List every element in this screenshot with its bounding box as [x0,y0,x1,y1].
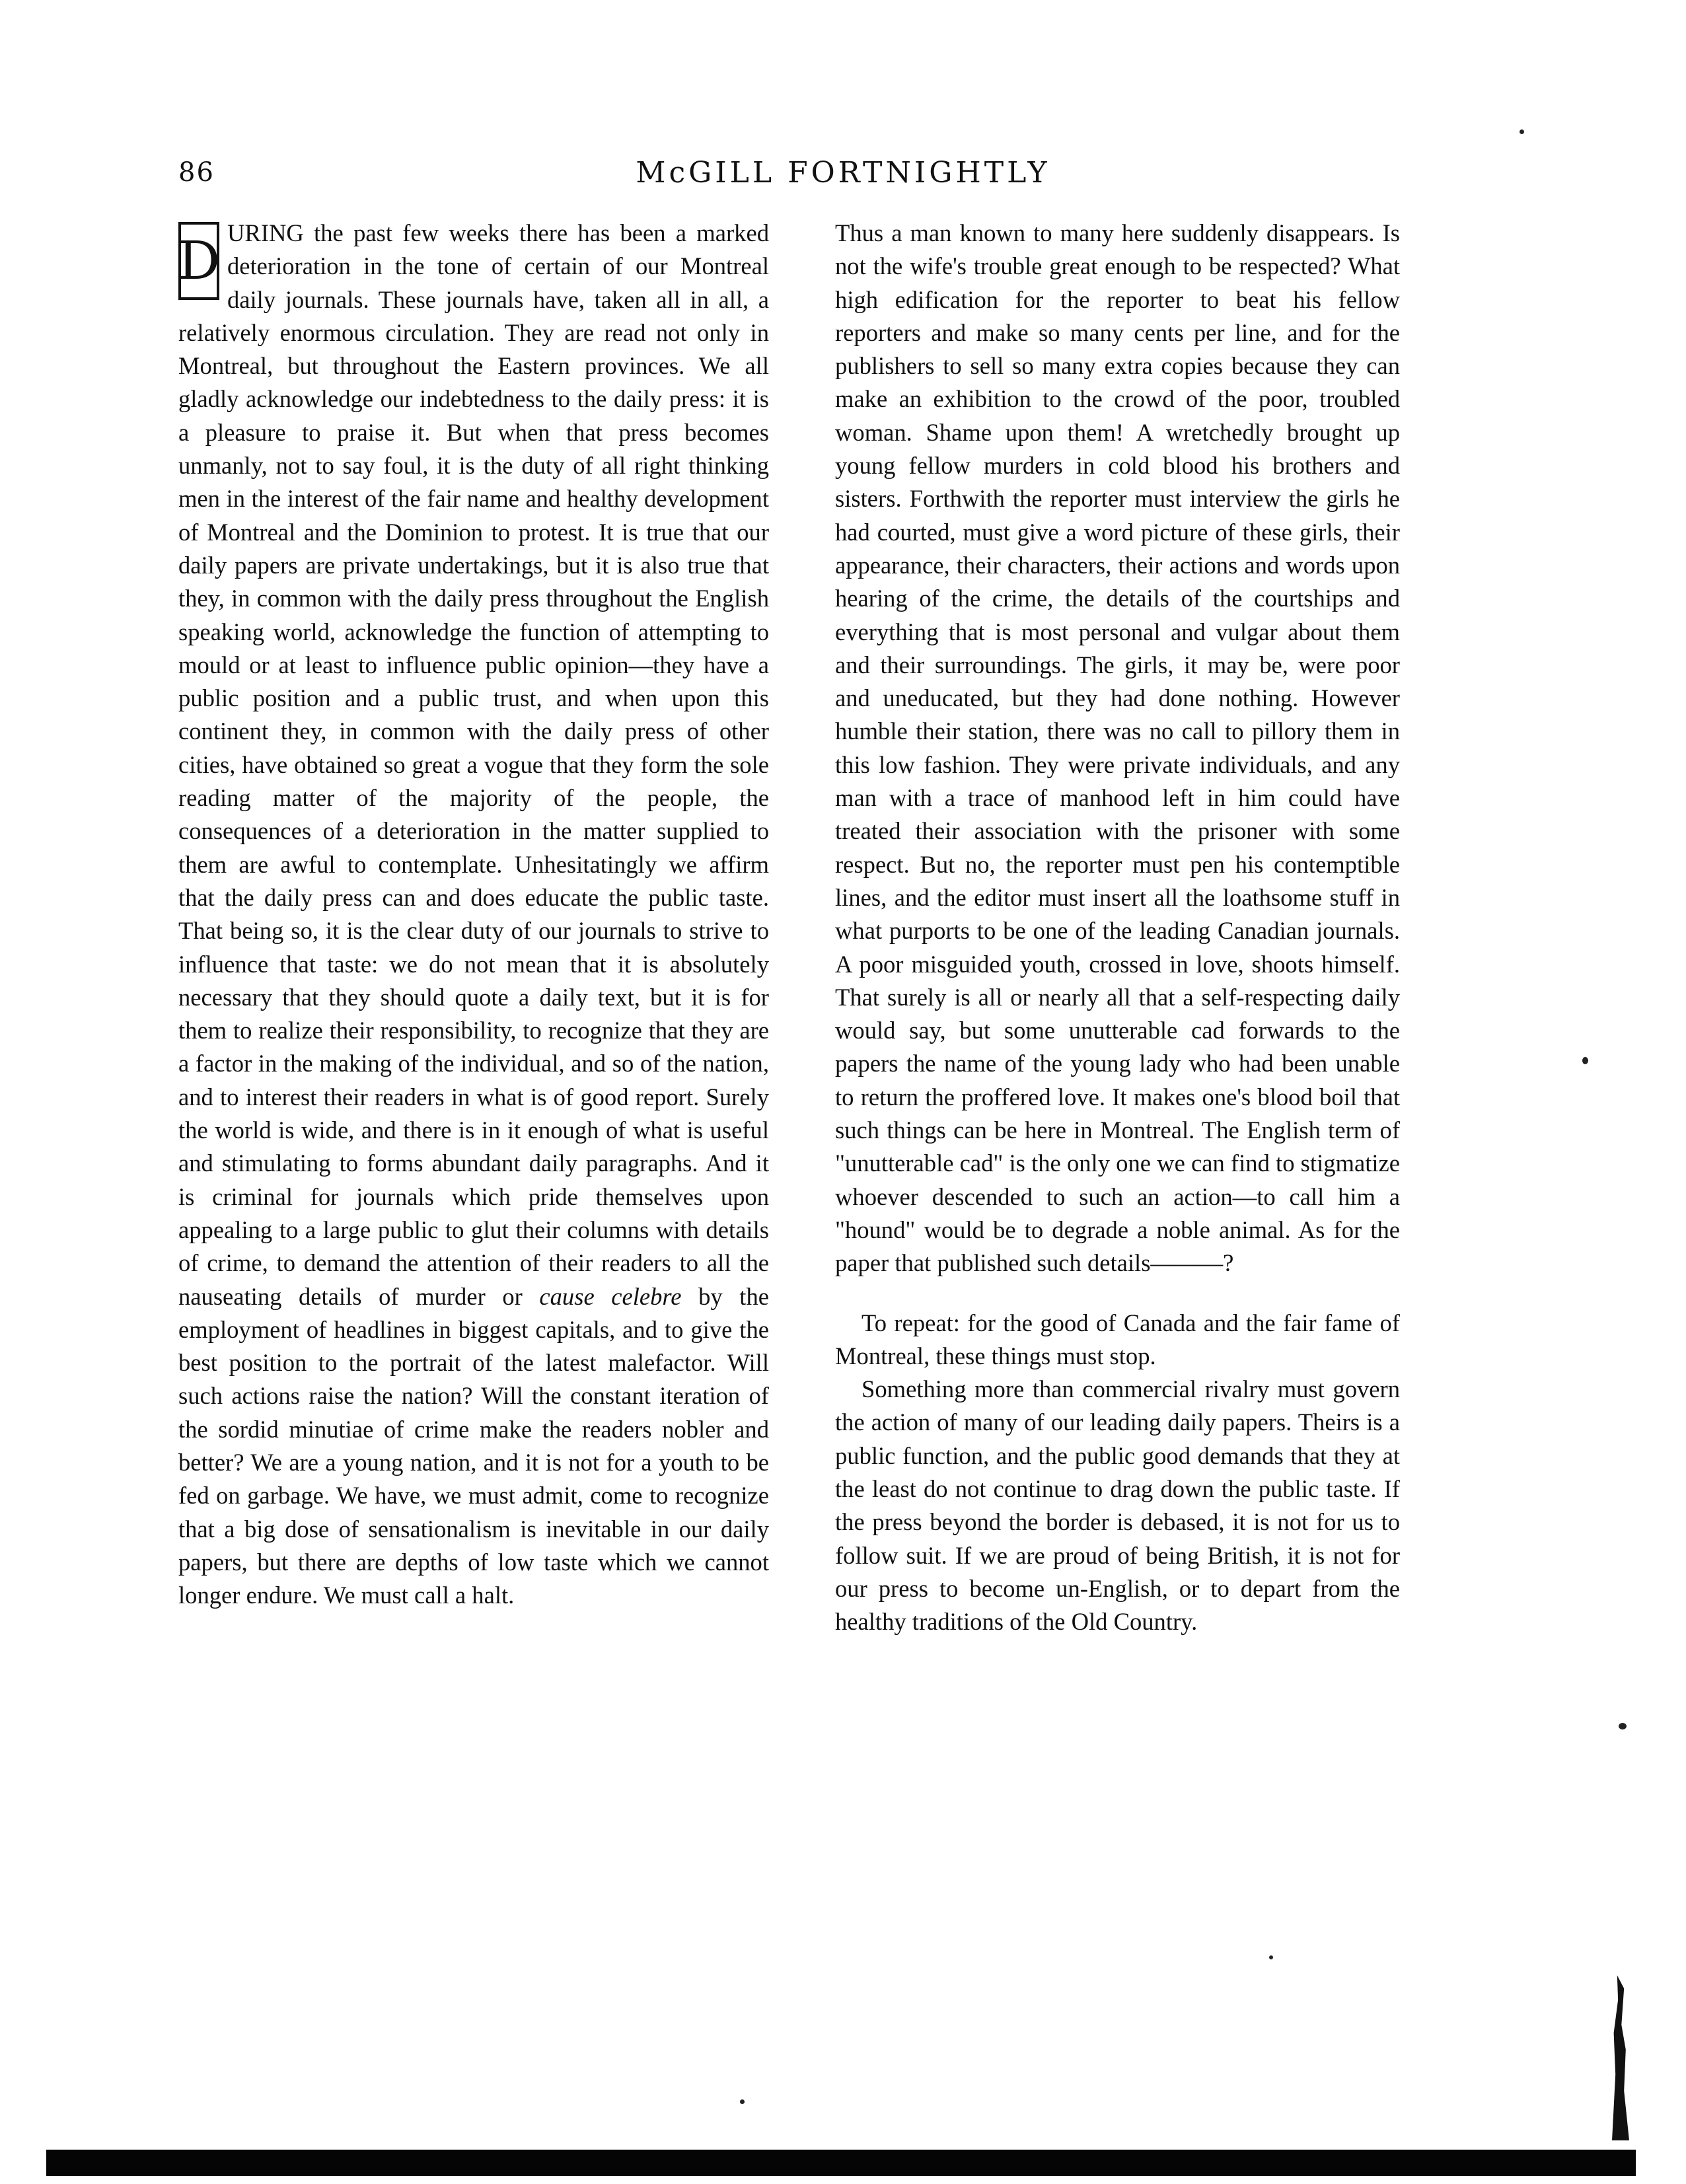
scan-speck [1269,1955,1273,1959]
running-title: McGILL FORTNIGHTLY [636,156,1050,190]
left-column [178,217,769,1612]
italic-phrase: cause celebre [539,1282,682,1310]
right-column [835,217,1400,1638]
drop-cap: D [178,222,219,300]
paragraph-1-tail: by the employment of headlines in biggest capitals, and to give the best position to the portrait of the latest malefactor. Will such actions raise the nation? Will the constant iteration of the sordid minutiae of crime make the readers nobler and better? We are a young nation, and it is not for a youth to be fed on garbage. We have, we must admit, come to recognize that a big dose of sensationalism is inevitable in our daily papers, but there are depths of low taste which we cannot longer endure. We must call a halt. [178,1282,769,1609]
article-paragraph-1 [178,217,769,1612]
paragraph-1-text: URING the past few weeks there has been a marked deterioration in the tone of certain of our Montreal daily journals. These journals have, taken all in all, a relatively enormous circulation. They are read not only in Montreal, but throughout the Eastern provinces. We all gladly acknowledge our indebtedness to the daily press: it is a pleasure to praise it. But when that press becomes unmanly, not to say foul, it is the duty of all right thinking men in the interest of the fair name and healthy development of Montreal and the Dominion to protest. It is true that our daily papers are private undertakings, but it is also true that they, in common with the daily press throughout the English speaking world, acknowledge the function of attempting to mould or at least to influence public opinion—they have a public position and a public trust, and when upon this continent they, in common with the daily press of other cities, have obtained so great a vogue that they form the sole reading matter of the majority of the people, the consequences of a deterioration in the matter supplied to them are awful to contemplate. Unhesitatingly we affirm that the daily press can and does educate the public taste. That being so, it is the clear duty of our journals to strive to influence that taste: we do not mean that it is absolutely necessary that they should quote a daily text, but it is for them to realize their responsibility, to recognize that they are a factor in the making of the individual, and so of the nation, and to interest their readers in what is of good report. Surely the world is wide, and there is in it enough of what is useful and stimulating to forms abundant daily paragraphs. And it is criminal for journals which pride themselves upon appealing to a large public to glut their columns with details of crime, to demand the attention of their readers to all the nauseating details of murder or [178,219,769,1310]
scan-speck [1520,129,1524,134]
scan-bottom-border [46,2150,1636,2176]
article-paragraph-4: Something more than commercial rivalry must govern the action of many of our leading daily papers. Theirs is a public function, and the public good demands that they at the least do not continue to drag down the public taste. If the press beyond the border is debased, it is not for us to follow suit. If we are proud of being British, it is not for our press to become un-English, or to depart from the healthy traditions of the Old Country. [835,1375,1400,1636]
article-paragraph-3: To repeat: for the good of Canada and the fair fame of Montreal, these things must stop. [835,1309,1400,1369]
scan-edge-mark [1612,1975,1629,2140]
scan-speck [740,2099,745,2104]
page-number: 86 [178,157,215,188]
article-paragraph-2: Thus a man known to many here suddenly disappears. Is not the wife's trouble great enough to be respected? What high edification for the reporter to beat his fellow reporters and make so many cents per line, and for the publishers to sell so many extra copies because they can make an exhibition to the crowd of the poor, troubled woman. Shame upon them! A wretchedly brought up young fellow murders in cold blood his brothers and sisters. Forthwith the reporter must interview the girls he had courted, must give a word picture of these girls, their appearance, their characters, their actions and words upon hearing of the crime, the details of the courtships and everything that is most personal and vulgar about them and their surroundings. The girls, it may be, were poor and uneducated, but they had done nothing. However humble their station, there was no call to pillory them in this low fashion. They were private individuals, and any man with a trace of manhood left in him could have treated their association with the prisoner with some respect. But no, the reporter must pen his contemptible lines, and the editor must insert all the loathsome stuff in what purports to be one of the leading Canadian journals. A poor misguided youth, crossed in love, shoots himself. That surely is all or nearly all that a self-respecting daily would say, but some unutterable cad forwards to the papers the name of the young lady who had been unable to return the proffered love. It makes one's blood boil that such things can be here in Montreal. The English term of "unutterable cad" is the only one we can find to stigmatize whoever descended to such an action—to call him a "hound" would be to degrade a noble animal. As for the paper that published such details———? [835,219,1400,1277]
scan-speck [1619,1723,1627,1729]
scan-speck [1582,1057,1588,1064]
